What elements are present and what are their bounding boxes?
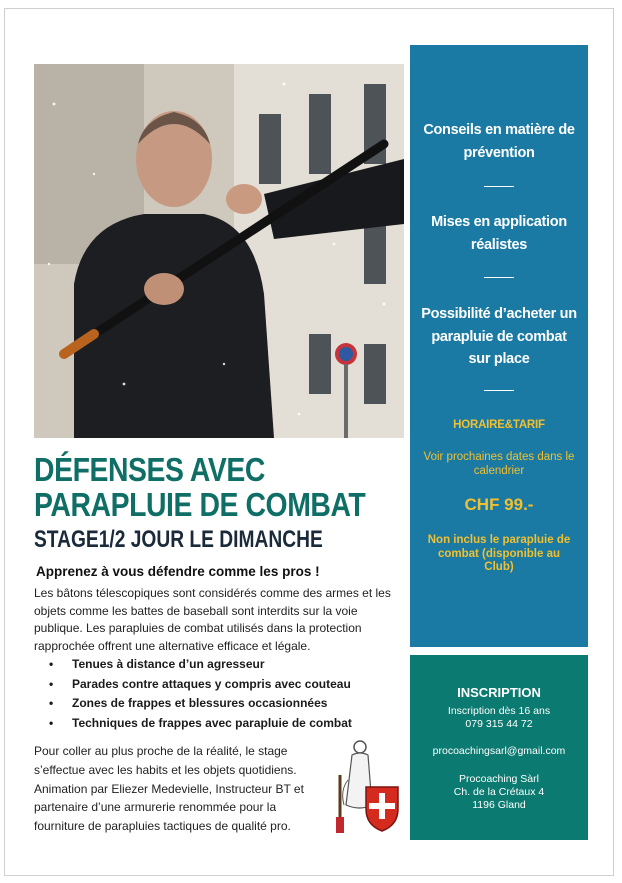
street-address: Ch. de la Crétaux 4 bbox=[453, 786, 545, 798]
registration-panel bbox=[410, 655, 588, 840]
hero-photo bbox=[34, 64, 404, 438]
headline bbox=[34, 451, 366, 523]
subheadline: STAGE1/2 JOUR LE DIMANCHE bbox=[34, 526, 323, 553]
city-address: 1196 Gland bbox=[472, 799, 526, 811]
registration-title: INSCRIPTION bbox=[457, 685, 541, 700]
phone-number: 079 315 44 72 bbox=[465, 718, 533, 730]
bullet-item bbox=[34, 714, 404, 734]
bullet-item bbox=[34, 655, 404, 675]
bullet-item bbox=[34, 694, 404, 714]
bullet-dot-icon: • bbox=[49, 696, 54, 710]
email-address: procoachingsarl@gmail.com bbox=[432, 745, 566, 757]
headline-line-1: DÉFENSES AVEC bbox=[34, 451, 265, 488]
bullet-list bbox=[34, 655, 404, 733]
divider bbox=[484, 277, 514, 278]
feature-prevention: Conseils en matière de prévention bbox=[423, 122, 575, 161]
helvetia-shield-emblem bbox=[330, 735, 404, 835]
headline-line-2: PARAPLUIE DE COMBAT bbox=[34, 486, 366, 523]
info-sidebar bbox=[410, 45, 588, 647]
price: CHF 99.- bbox=[464, 495, 534, 514]
tagline: Apprenez à vous défendre comme les pros ! bbox=[36, 564, 320, 579]
bullet-text: Techniques de frappes avec parapluie de combat bbox=[72, 715, 352, 730]
bullet-text: Tenues à distance d’un agresseur bbox=[72, 657, 265, 671]
outro-paragraph: Pour coller au plus proche de la réalité, le stage s’effectue avec les habits et les objets quotidiens. Animation par Eliezer Medevielle, Instructeur BT et partenaire d’une armurerie renommée pour la fourniture de parapluies tactiques de qualité pro. bbox=[34, 744, 304, 834]
bullet-item bbox=[34, 675, 404, 695]
divider bbox=[484, 186, 514, 187]
divider bbox=[484, 390, 514, 391]
bullet-text: Zones de frappes et blessures occasionnées bbox=[72, 696, 328, 710]
bullet-dot-icon: • bbox=[49, 715, 54, 730]
bullet-text: Parades contre attaques y compris avec couteau bbox=[72, 676, 351, 691]
feature-realistic: Mises en application réalistes bbox=[431, 214, 567, 253]
company-name: Procoaching Sàrl bbox=[459, 773, 539, 785]
schedule-title: HORAIRE&TARIF bbox=[453, 419, 545, 431]
price-note: Non inclus le parapluie de combat (disponible au Club) bbox=[427, 534, 571, 573]
feature-purchase: Possibilité d’acheter un parapluie de combat sur place bbox=[421, 306, 577, 367]
bullet-dot-icon: • bbox=[49, 676, 54, 691]
intro-paragraph: Les bâtons télescopiques sont considérés comme des armes et les objets comme les battes de baseball sont interdits sur la voie publique. Les parapluies de combat utilisés dans la protection rapprochée offrent une alternative efficace et légale. bbox=[34, 586, 391, 653]
age-note: Inscription dès 16 ans bbox=[447, 705, 551, 717]
schedule-note: Voir prochaines dates dans le calendrier bbox=[423, 451, 575, 477]
bullet-dot-icon: • bbox=[49, 657, 54, 671]
